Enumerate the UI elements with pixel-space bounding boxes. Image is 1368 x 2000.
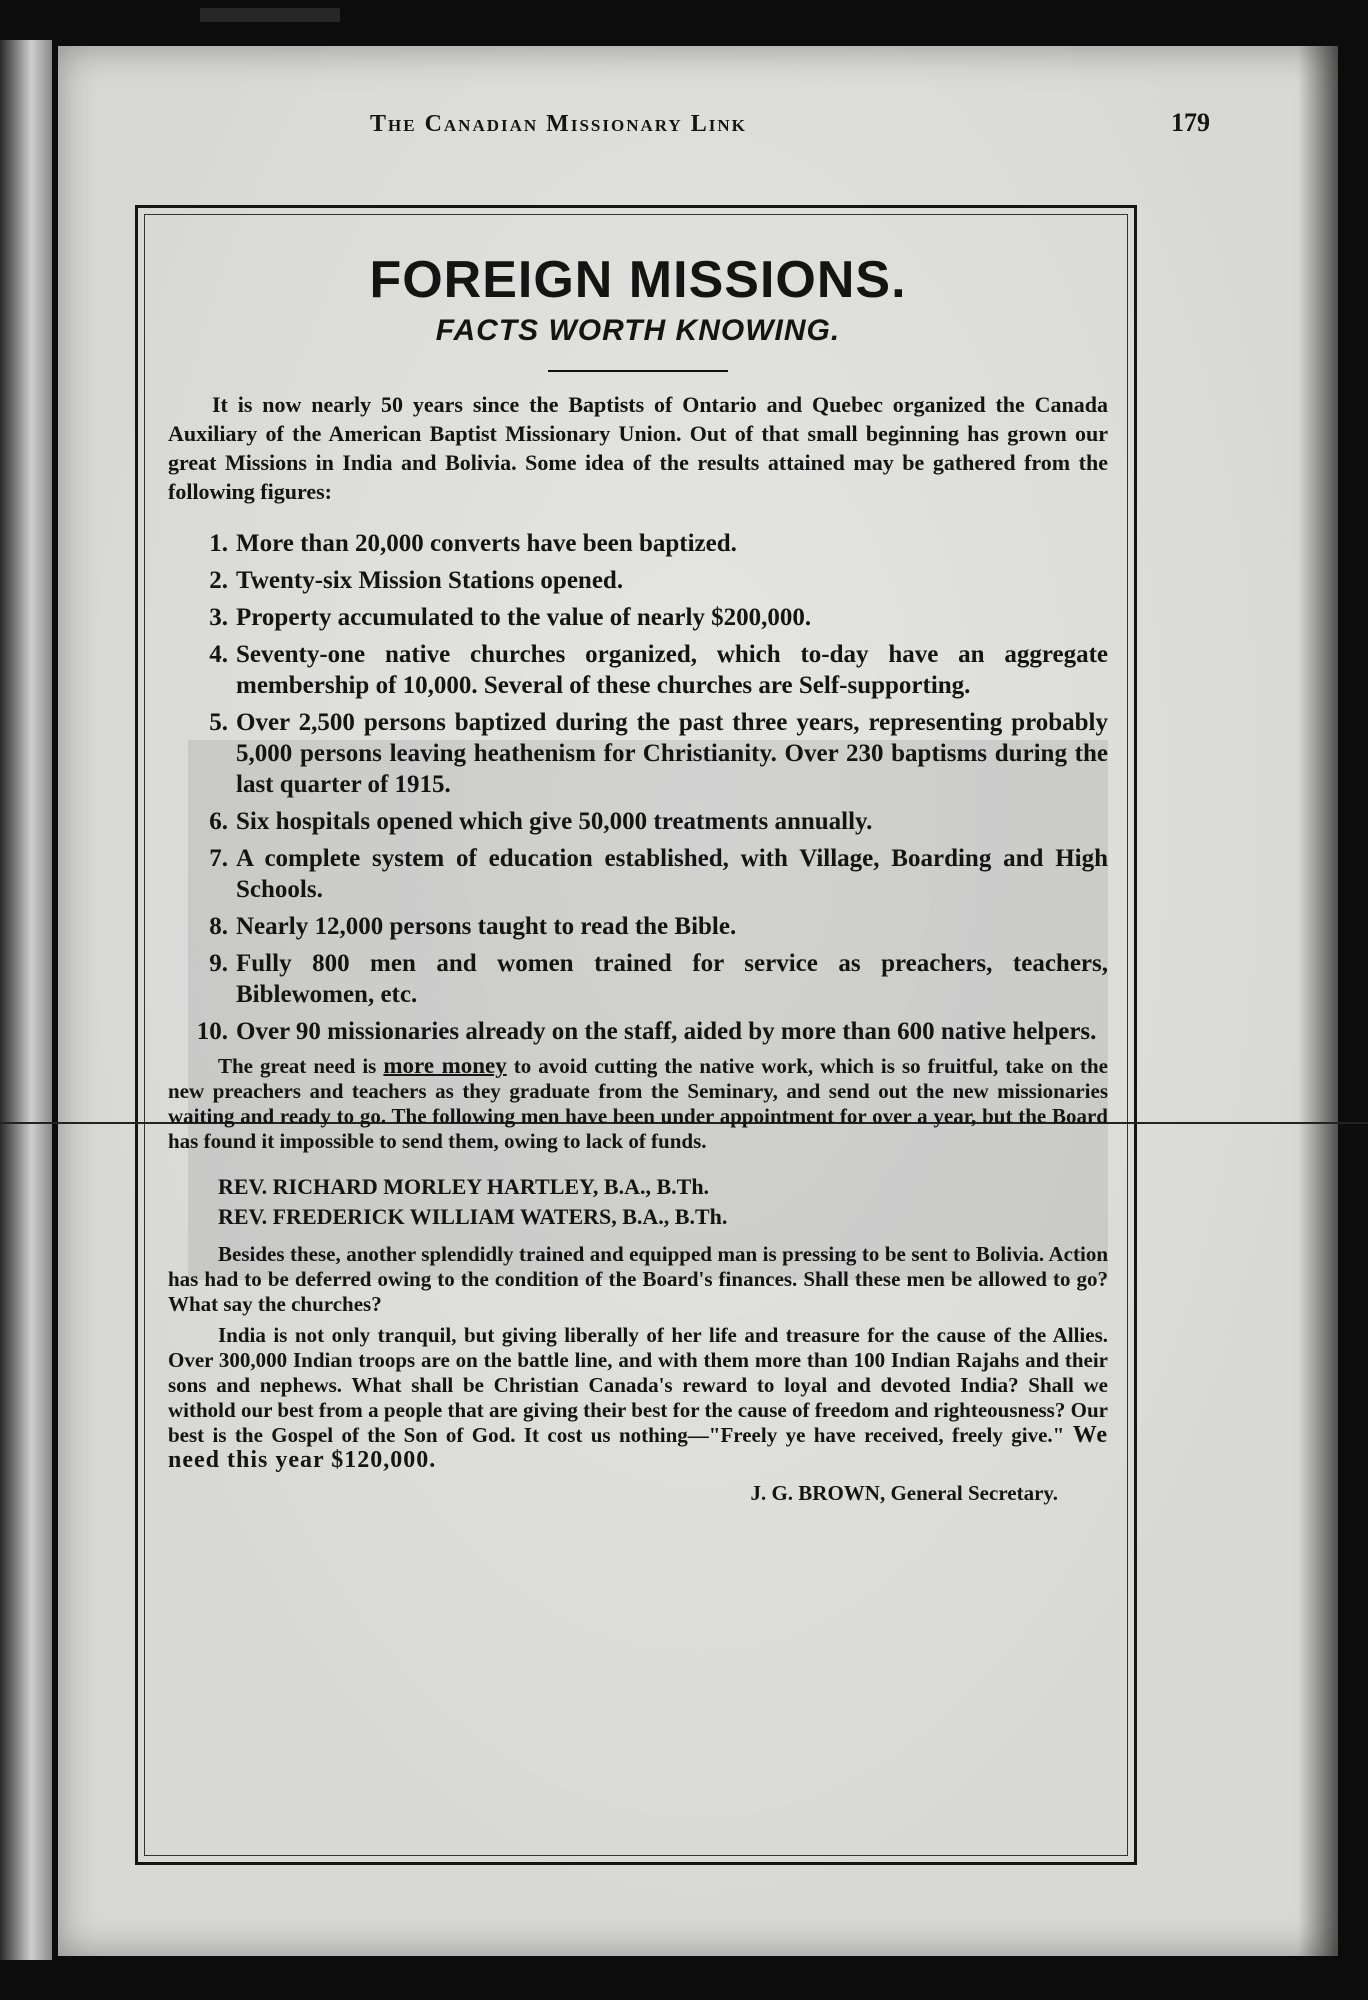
fact-text: Nearly 12,000 persons taught to read the Bible.	[236, 913, 737, 940]
fact-text: More than 20,000 converts have been baptized.	[236, 530, 737, 557]
fact-text: Seventy-one native churches organized, which to-day have an aggregate membership of 10,000. Several of these churches are Self-supporting.	[236, 641, 1108, 699]
need-emphasis: more money	[383, 1053, 507, 1078]
fact-number: 1.	[209, 530, 228, 557]
fact-item	[168, 565, 1108, 596]
fact-item	[168, 528, 1108, 559]
fact-number: 10.	[196, 1018, 228, 1045]
need-rest: to avoid cutting the native work, which is so fruitful, take on the new preachers and teachers as they graduate from the Seminary, and send out the new missionaries waiting and ready to go. The following men have been under appointment for over a year, but the Board has found it impossible to send them, owing to lack of funds.	[168, 1054, 1108, 1153]
besides-paragraph: Besides these, another splendidly trained and equipped man is pressing to be sent to Bolivia. Action has had to be deferred owing to the condition of the Board's finances. Shall these men be allowed to go? What say the churches?	[168, 1242, 1108, 1316]
fact-text: Six hospitals opened which give 50,000 treatments annually.	[236, 808, 873, 835]
signature-line: J. G. BROWN, General Secretary.	[750, 1481, 1058, 1505]
intro-paragraph: It is now nearly 50 years since the Baptists of Ontario and Quebec organized the Canada Auxiliary of the American Baptist Missionary Union. Out of that small beginning has grown our great Missions in India and Bolivia. Some idea of the results attained may be gathered from the following figures:	[168, 392, 1108, 504]
facts-list	[168, 528, 1108, 1047]
fact-number: 3.	[209, 604, 228, 631]
funding-goal: We need this year $120,000.	[168, 1422, 1109, 1473]
fact-text: Over 2,500 persons baptized during the past three years, representing probably 5,000 persons leaving heathenism for Christianity. Over 230 baptisms during the last quarter of 1915.	[236, 709, 1108, 798]
article-title: FOREIGN MISSIONS.	[369, 251, 907, 309]
appointee-names	[218, 1172, 1108, 1232]
fact-item	[168, 948, 1108, 1010]
fact-item	[168, 843, 1108, 905]
fact-text: Property accumulated to the value of nearly $200,000.	[236, 604, 812, 631]
appointee-name: REV. RICHARD MORLEY HARTLEY, B.A., B.Th.	[218, 1174, 710, 1199]
fact-item	[168, 707, 1108, 800]
fact-text: Fully 800 men and women trained for service as preachers, teachers, Biblewomen, etc.	[236, 950, 1108, 1008]
fact-number: 6.	[209, 808, 228, 835]
fact-item	[168, 1016, 1108, 1047]
need-lead: The great need is	[218, 1054, 384, 1078]
fact-text: A complete system of education established, with Village, Boarding and High Schools.	[236, 845, 1108, 903]
india-paragraph	[168, 1323, 1108, 1473]
fact-number: 9.	[209, 950, 228, 977]
title-rule	[548, 370, 728, 372]
fact-item	[168, 602, 1108, 633]
fact-number: 5.	[209, 709, 228, 736]
fact-text: Over 90 missionaries already on the staff, aided by more than 600 native helpers.	[236, 1018, 1097, 1045]
need-paragraph	[168, 1053, 1108, 1154]
article-content	[168, 240, 1108, 1506]
adjacent-page-edge	[0, 40, 52, 1960]
fact-number: 4.	[209, 641, 228, 668]
fact-number: 8.	[209, 913, 228, 940]
fact-text: Twenty-six Mission Stations opened.	[236, 567, 624, 594]
fact-item	[168, 806, 1108, 837]
fact-item	[168, 911, 1108, 942]
running-header	[310, 108, 1210, 138]
running-title: The Canadian Missionary Link	[370, 111, 747, 137]
page-shadow-edge	[1298, 46, 1338, 1956]
fact-number: 2.	[209, 567, 228, 594]
page-number: 179	[1171, 108, 1210, 137]
article-subtitle: FACTS WORTH KNOWING.	[435, 314, 841, 347]
fact-number: 7.	[209, 845, 228, 872]
appointee-name: REV. FREDERICK WILLIAM WATERS, B.A., B.Th.	[218, 1204, 728, 1229]
fact-item	[168, 639, 1108, 701]
scan-smudge	[200, 8, 340, 22]
india-text: India is not only tranquil, but giving liberally of her life and treasure for the cause of the Allies. Over 300,000 Indian troops are on the battle line, and with them more than 100 Indian Rajahs and their sons and nephews. What shall be Christian Canada's reward to loyal and devoted India? Shall we withold our best from a people that are giving their best for the cause of freedom and righteousness? Our best is the Gospel of the Son of God. It cost us nothing—"Freely ye have received, freely give."	[168, 1323, 1108, 1447]
